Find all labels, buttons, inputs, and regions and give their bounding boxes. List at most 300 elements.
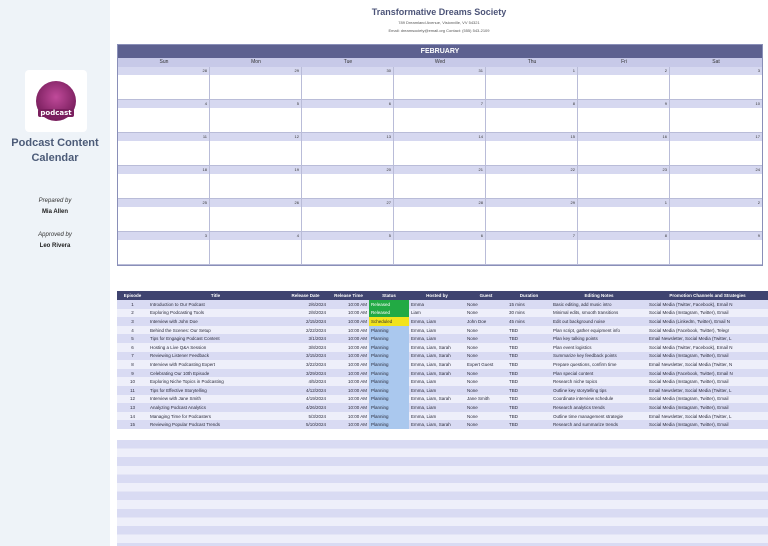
calendar-day-number: 23 [578,166,669,174]
organization-address: 789 Dreamland Avenue, Visionville, VV 54321 [398,20,480,25]
cell-title: Tips for Engaging Podcast Content [148,334,283,343]
column-header-hosted-by: Hosted by [409,291,465,300]
calendar-day-body [670,207,762,231]
cell-guest: None [465,377,507,386]
status-badge: Planning [369,360,409,369]
calendar-day-body [210,141,301,165]
cell-release-date: 3/22/2024 [283,360,328,369]
title-line-1: Podcast Content [11,137,99,149]
calendar-day-body [394,174,485,198]
calendar-day-number: 1 [578,199,669,207]
approved-by-label: Approved by [38,232,72,238]
cell-episode: 3 [117,317,148,326]
calendar-day-cell[interactable] [118,67,210,100]
calendar-day-cell[interactable] [670,166,762,199]
calendar-week [118,232,762,265]
status-badge: Planning [369,395,409,404]
calendar-day-number: 4 [210,232,301,240]
cell-guest: None [465,420,507,429]
calendar-day-cell[interactable] [210,166,302,199]
cell-guest: None [465,369,507,378]
calendar-day-number: 9 [578,100,669,108]
document-title [0,136,110,166]
cell-hosted-by: Emma, Liam [409,377,465,386]
status-badge: Released [369,309,409,318]
calendar-day-body [394,207,485,231]
cell-promotion-channels: Social Media (Instagram, Twitter), Email [647,309,768,318]
column-header-release-date: Release Date [283,291,328,300]
calendar-day-cell[interactable] [670,100,762,133]
cell-title: Analyzing Podcast Analytics [148,403,283,412]
cell-release-time: 10:00 AM [328,403,369,412]
calendar-day-cell[interactable] [394,100,486,133]
calendar-day-cell[interactable] [578,133,670,166]
calendar-weekday-header [118,58,762,67]
calendar-day-cell[interactable] [670,133,762,166]
calendar-day-number: 21 [394,166,485,174]
calendar-day-body [302,108,393,132]
calendar-day-number: 26 [210,199,301,207]
calendar-day-cell[interactable] [302,166,394,199]
cell-release-time: 10:00 AM [328,317,369,326]
calendar-day-number: 6 [302,100,393,108]
cell-episode: 10 [117,377,148,386]
cell-release-time: 10:00 AM [328,369,369,378]
calendar-day-cell[interactable] [118,232,210,265]
weekday-tue: Tue [343,59,353,65]
cell-release-time: 10:00 AM [328,412,369,421]
calendar-day-cell[interactable] [486,67,578,100]
episode-table [117,291,768,429]
cell-hosted-by: Emma, Liam, Sarah [409,420,465,429]
calendar-day-body [578,240,669,264]
calendar-day-cell[interactable] [670,199,762,232]
calendar-day-number: 14 [394,133,485,141]
cell-promotion-channels: Social Media (Instagram, Twitter), Email [647,377,768,386]
cell-release-date: 3/1/2024 [283,334,328,343]
column-header-title: Title [148,291,283,300]
cell-duration: 15 mins [507,300,551,309]
calendar-day-cell[interactable] [118,100,210,133]
cell-hosted-by: Emma [409,300,465,309]
calendar-day-number: 30 [302,67,393,75]
status-badge: Planning [369,386,409,395]
calendar-day-number: 27 [302,199,393,207]
calendar-day-body [670,141,762,165]
cell-promotion-channels: Social Media (Instagram, Twitter), Email [647,403,768,412]
calendar-day-cell[interactable] [210,199,302,232]
calendar-day-number: 29 [210,67,301,75]
cell-episode: 11 [117,386,148,395]
cell-release-date: 3/8/2024 [283,343,328,352]
weekday-mon: Mon [251,59,261,65]
calendar-day-cell[interactable] [578,100,670,133]
empty-table-rows [117,440,768,546]
cell-hosted-by: Emma, Liam, Sarah [409,343,465,352]
logo-text: podcast [40,109,72,117]
calendar-day-body [210,108,301,132]
cell-release-time: 10:00 AM [328,343,369,352]
cell-episode: 7 [117,352,148,361]
cell-release-date: 4/26/2024 [283,403,328,412]
cell-release-date: 2/6/2024 [283,300,328,309]
calendar-day-cell[interactable] [486,133,578,166]
cell-promotion-channels: Social Media (Instagram, Twitter), Email [647,395,768,404]
cell-guest: None [465,343,507,352]
cell-title: Hosting a Live Q&A Session [148,343,283,352]
calendar-day-number: 8 [578,232,669,240]
calendar-day-cell[interactable] [578,166,670,199]
cell-title: Interview with Jane Smith [148,395,283,404]
cell-title: Tips for Effective Storytelling [148,386,283,395]
cell-duration: TBD [507,334,551,343]
calendar-day-number: 28 [118,67,209,75]
calendar-day-body [394,141,485,165]
status-badge: Planning [369,412,409,421]
cell-guest: None [465,403,507,412]
weekday-wed: Wed [434,59,446,65]
cell-episode: 6 [117,343,148,352]
calendar-day-number: 19 [210,166,301,174]
calendar-day-number: 9 [670,232,762,240]
calendar-day-body [394,108,485,132]
calendar-day-body [210,207,301,231]
cell-episode: 5 [117,334,148,343]
calendar-day-cell[interactable] [486,199,578,232]
calendar-day-cell[interactable] [670,67,762,100]
calendar-day-body [394,75,485,99]
calendar-day-cell[interactable] [302,67,394,100]
cell-editing-notes: Summarize key feedback points [551,352,647,361]
cell-promotion-channels: Social Media (LinkedIn, Twitter), Email N [647,317,768,326]
calendar-day-body [118,75,209,99]
calendar-day-body [118,108,209,132]
cell-editing-notes: Plan event logistics [551,343,647,352]
cell-duration: TBD [507,360,551,369]
calendar-week [118,199,762,232]
cell-release-date: 4/12/2024 [283,386,328,395]
table-row [117,326,768,335]
calendar-day-number: 4 [118,100,209,108]
cell-guest: John Doe [465,317,507,326]
cell-duration: TBD [507,377,551,386]
calendar-day-cell[interactable] [302,100,394,133]
calendar-day-body [302,240,393,264]
calendar-day-body [118,240,209,264]
cell-title: Reviewing Popular Podcast Trends [148,420,283,429]
calendar-day-cell[interactable] [210,133,302,166]
calendar-day-cell[interactable] [210,100,302,133]
column-header-duration: Duration [507,291,551,300]
calendar-day-body [302,75,393,99]
cell-promotion-channels: Social Media (Instagram, Twitter), Email [647,352,768,361]
table-row [117,309,768,318]
cell-release-date: 2/22/2024 [283,326,328,335]
calendar-day-number: 18 [118,166,209,174]
status-badge: Planning [369,334,409,343]
cell-title: Interview with John Doe [148,317,283,326]
calendar-day-body [210,240,301,264]
weekday-sat: Sat [712,59,720,65]
cell-hosted-by: Emma, Liam, Sarah [409,369,465,378]
status-badge: Planning [369,377,409,386]
cell-title: Introduction to Our Podcast [148,300,283,309]
cell-episode: 8 [117,360,148,369]
status-badge: Released [369,300,409,309]
title-line-2: Calendar [31,152,79,164]
calendar-day-number: 22 [486,166,577,174]
status-badge: Planning [369,403,409,412]
organization-name: Transformative Dreams Society [371,7,507,17]
cell-editing-notes: Basic editing, add music intro [551,300,647,309]
status-badge: Planning [369,326,409,335]
calendar-day-number: 2 [670,199,762,207]
calendar-day-body [302,174,393,198]
status-badge: Planning [369,343,409,352]
calendar-day-number: 11 [118,133,209,141]
calendar-day-number: 24 [670,166,762,174]
cell-promotion-channels: Email Newsletter, Social Media (Twitter, L [647,412,768,421]
calendar-day-number: 13 [302,133,393,141]
calendar-day-body [578,108,669,132]
calendar-day-cell[interactable] [486,232,578,265]
cell-duration: 30 mins [507,309,551,318]
cell-release-time: 10:00 AM [328,326,369,335]
calendar-day-body [118,141,209,165]
column-header-episode: Episode [117,291,148,300]
cell-release-date: 3/15/2024 [283,352,328,361]
cell-editing-notes: Plan key talking points [551,334,647,343]
calendar-day-cell[interactable] [302,199,394,232]
calendar-day-body [486,108,577,132]
table-row [117,334,768,343]
calendar-day-cell[interactable] [394,67,486,100]
cell-title: Interview with Podcasting Expert [148,360,283,369]
calendar-day-cell[interactable] [394,166,486,199]
cell-duration: 45 mins [507,317,551,326]
cell-editing-notes: Outline time management strategie [551,412,647,421]
table-row [117,386,768,395]
cell-promotion-channels: Email Newsletter, Social Media (Twitter, L [647,386,768,395]
column-header-promotion-channels: Promotion Channels and Strategies [647,291,768,300]
cell-guest: None [465,300,507,309]
cell-guest: None [465,326,507,335]
cell-release-date: 5/10/2024 [283,420,328,429]
status-badge: Planning [369,420,409,429]
cell-editing-notes: Minimal edits, smooth transitions [551,309,647,318]
cell-title: Exploring Niche Topics in Podcasting [148,377,283,386]
cell-episode: 2 [117,309,148,318]
table-row [117,300,768,309]
cell-promotion-channels: Email Newsletter, Social Media (Twitter, N [647,360,768,369]
calendar-day-body [670,108,762,132]
calendar-day-number: 31 [394,67,485,75]
cell-release-time: 10:00 AM [328,309,369,318]
calendar-day-body [486,75,577,99]
cell-duration: TBD [507,352,551,361]
calendar-day-cell[interactable] [670,232,762,265]
calendar-day-cell[interactable] [578,199,670,232]
calendar-day-number: 20 [302,166,393,174]
calendar-day-cell[interactable] [486,166,578,199]
cell-guest: None [465,412,507,421]
cell-hosted-by: Emma, Liam [409,326,465,335]
cell-editing-notes: Coordinate interview schedule [551,395,647,404]
prepared-by-label: Prepared by [38,198,72,204]
cell-episode: 9 [117,369,148,378]
calendar-day-number: 2 [578,67,669,75]
cell-hosted-by: Emma, Liam [409,412,465,421]
cell-duration: TBD [507,343,551,352]
sidebar [0,0,110,546]
table-body [117,300,768,429]
cell-guest: None [465,352,507,361]
calendar-day-number: 10 [670,100,762,108]
calendar-day-number: 3 [118,232,209,240]
calendar-day-number: 16 [578,133,669,141]
cell-release-time: 10:00 AM [328,377,369,386]
calendar-day-cell[interactable] [578,232,670,265]
calendar-day-body [118,174,209,198]
cell-editing-notes: Research niche topics [551,377,647,386]
cell-hosted-by: Liam [409,309,465,318]
podcast-logo-icon [36,81,76,121]
calendar-day-cell[interactable] [302,232,394,265]
cell-release-time: 10:00 AM [328,334,369,343]
cell-episode: 15 [117,420,148,429]
cell-release-time: 10:00 AM [328,420,369,429]
calendar-day-body [670,174,762,198]
cell-hosted-by: Emma, Liam, Sarah [409,352,465,361]
cell-episode: 13 [117,403,148,412]
table-row [117,412,768,421]
calendar-day-cell[interactable] [210,67,302,100]
prepared-by-name: Mia Allen [41,209,69,215]
cell-release-date: 4/19/2024 [283,395,328,404]
calendar-day-body [486,240,577,264]
cell-promotion-channels: Social Media (Facebook, Twitter), Telegr [647,326,768,335]
column-header-release-time: Release Time [328,291,369,300]
calendar-day-number: 7 [394,100,485,108]
cell-duration: TBD [507,420,551,429]
cell-duration: TBD [507,412,551,421]
calendar-day-cell[interactable] [394,199,486,232]
calendar-day-cell[interactable] [394,232,486,265]
cell-guest: Jane Smith [465,395,507,404]
calendar-day-cell[interactable] [210,232,302,265]
cell-editing-notes: Research analytics trends [551,403,647,412]
calendar-week [118,67,762,100]
weekday-fri: Fri [621,59,627,65]
month-calendar [117,44,763,266]
column-header-guest: Guest [465,291,507,300]
cell-promotion-channels: Social Media (Twitter, Facebook), Email N [647,343,768,352]
cell-duration: TBD [507,403,551,412]
calendar-day-body [670,75,762,99]
cell-editing-notes: Edit out background noise [551,317,647,326]
cell-editing-notes: Plan special content [551,369,647,378]
calendar-day-number: 1 [486,67,577,75]
status-badge: Planning [369,352,409,361]
table-row [117,420,768,429]
column-header-status: Status [369,291,409,300]
calendar-day-body [578,174,669,198]
calendar-week [118,133,762,166]
calendar-day-cell[interactable] [302,133,394,166]
weekday-thu: Thu [527,59,537,65]
calendar-day-number: 6 [394,232,485,240]
cell-duration: TBD [507,369,551,378]
cell-episode: 14 [117,412,148,421]
status-badge: Scheduled [369,317,409,326]
calendar-day-cell[interactable] [394,133,486,166]
calendar-day-body [118,207,209,231]
cell-title: Exploring Podcasting Tools [148,309,283,318]
cell-release-date: 5/3/2024 [283,412,328,421]
cell-release-date: 2/8/2024 [283,309,328,318]
table-row [117,360,768,369]
table-row [117,343,768,352]
table-header-row [117,291,768,300]
table-row [117,369,768,378]
cell-episode: 1 [117,300,148,309]
cell-hosted-by: Emma, Liam, Sarah [409,395,465,404]
calendar-day-body [210,75,301,99]
calendar-day-cell[interactable] [118,133,210,166]
cell-editing-notes: Outline key storytelling tips [551,386,647,395]
cell-release-date: 4/5/2024 [283,377,328,386]
table-row [117,352,768,361]
cell-promotion-channels: Email Newsletter, Social Media (Twitter, L [647,334,768,343]
cell-title: Behind the Scenes: Our Setup [148,326,283,335]
calendar-month: FEBRUARY [118,45,762,58]
cell-episode: 12 [117,395,148,404]
calendar-day-number: 5 [302,232,393,240]
calendar-day-number: 5 [210,100,301,108]
approved-by-name: Leo Rivera [39,243,71,249]
cell-duration: TBD [507,326,551,335]
calendar-day-cell[interactable] [578,67,670,100]
calendar-day-body [578,207,669,231]
cell-hosted-by: Emma, Liam, Sarah [409,360,465,369]
calendar-day-cell[interactable] [486,100,578,133]
calendar-day-number: 7 [486,232,577,240]
table-row [117,317,768,326]
calendar-day-cell[interactable] [118,199,210,232]
calendar-day-body [670,240,762,264]
calendar-day-body [486,207,577,231]
cell-promotion-channels: Social Media (Facebook, Twitter), Email N [647,369,768,378]
calendar-week [118,100,762,133]
calendar-day-number: 3 [670,67,762,75]
cell-duration: TBD [507,395,551,404]
calendar-day-body [578,75,669,99]
cell-release-time: 10:00 AM [328,360,369,369]
cell-promotion-channels: Social Media (Instagram, Twitter), Email [647,420,768,429]
table-row [117,395,768,404]
calendar-day-body [302,207,393,231]
cell-editing-notes: Plan script, gather equipment info [551,326,647,335]
cell-guest: Expert Guest [465,360,507,369]
calendar-day-number: 8 [486,100,577,108]
calendar-day-cell[interactable] [118,166,210,199]
table-row [117,377,768,386]
cell-title: Reviewing Listener Feedback [148,352,283,361]
cell-hosted-by: Emma, Liam [409,386,465,395]
column-header-editing-notes: Editing Notes [551,291,647,300]
cell-hosted-by: Emma, Liam [409,403,465,412]
cell-editing-notes: Research and summarize trends [551,420,647,429]
